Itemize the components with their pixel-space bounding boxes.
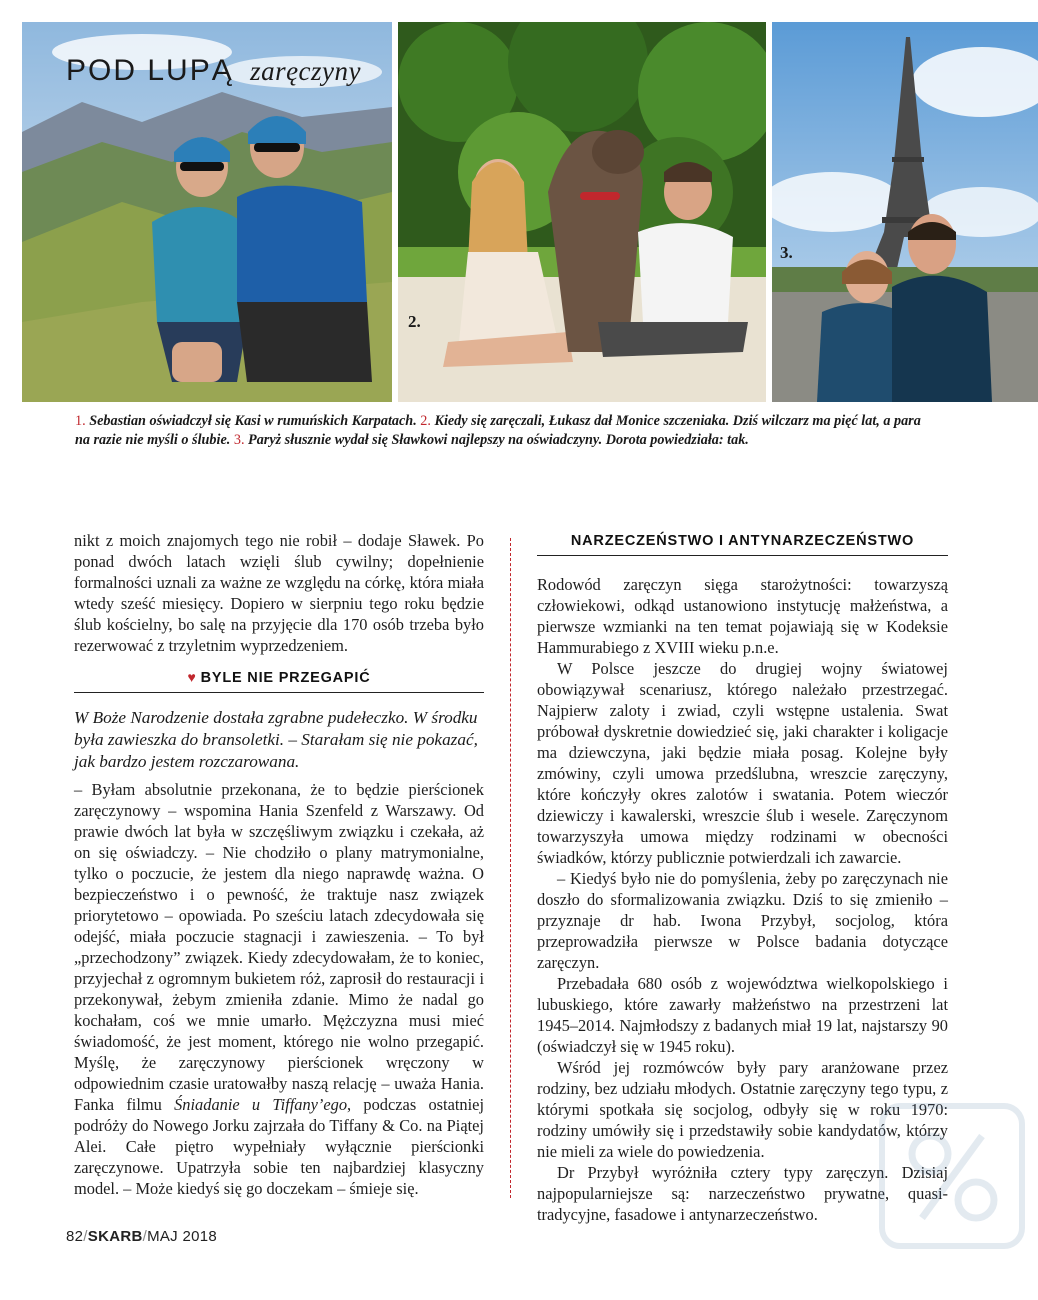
footer-separator: / — [83, 1228, 88, 1245]
issue-date: MAJ 2018 — [147, 1228, 218, 1245]
section-heading-text: BYLE NIE PRZEGAPIĆ — [200, 670, 371, 686]
photo-paris-couple — [772, 22, 1038, 402]
page-title — [66, 54, 361, 88]
right-paragraph-2: W Polsce jeszcze do drugiej wojny światowej obowiązywał scenariusz, którego należało przestrzegać. Najpierw zaloty i zwiad, czyli wstępne ustalenia. Swat próbował dyskretnie dowiedzieć się, jaki charakter i koligacje ma dziewczyna, jaki będzie miała posag. Kolejne były zmówiny, czyli umowa przedślubna, wreszcie zaręczyny, które kończyły okres zalotów i swatania. Potem wieczór dziewiczy i kawalerski, wreszcie ślub i wesele. Zaręczynom towarzyszyła umowa między rodzinami w obecności świadków, którzy publicznie potwierdzali ich zawarcie. — [537, 659, 948, 867]
photo-number-3: 3. — [780, 243, 793, 262]
caption-1-number: 1. — [75, 413, 86, 429]
caption-1-text: Sebastian oświadczył się Kasi w rumuńskich Karpatach. — [89, 413, 417, 429]
caption-2-number: 2. — [420, 413, 431, 429]
section-lead: W Boże Narodzenie dostała zgrabne pudełeczko. W środku była zawieszka do bransoletki. – Starałam się nie pokazać, jak bardzo jestem rozczarowana. — [74, 708, 478, 771]
article-left-column — [74, 530, 484, 1199]
page-footer — [66, 1228, 217, 1245]
percent-watermark-icon — [878, 1102, 1026, 1250]
photo-couple-with-dog — [398, 22, 766, 402]
left-intro-paragraph: nikt z moich znajomych tego nie robił – dodaje Sławek. Po ponad dwóch latach wzięli ślub cywilny; dopełnienie formalności uznali za ważne ze względu na córkę, która miała wtedy sześć miesięcy. Dopiero w sierpniu tego roku będzie ślub kościelny, bo salę na przyjęcie dla 170 osób trzeba było rezerwować z trzyletnim wyprzedzeniem. — [74, 531, 484, 655]
right-paragraph-3: – Kiedyś było nie do pomyślenia, żeby po zaręczynach nie doszło do sformalizowania związku. Dziś to się zmieniło – przyznaje dr hab. Iwona Przybył, socjolog, która przeprowadziła pierwsze w Polsce badania dotyczące zaręczyn. — [537, 869, 948, 972]
right-paragraph-6: Dr Przybył wyróżniła cztery typy zaręczyn. Dzisiaj najpopularniejsze są: narzeczeństwo prywatne, quasi-tradycyjne, fasadowe i antynarzeczeństwo. — [537, 1163, 948, 1224]
left-body-paragraph — [74, 779, 484, 1199]
section-heading-byle-nie-przegapic — [74, 667, 484, 693]
footer-separator: / — [142, 1228, 148, 1245]
column-divider — [510, 538, 511, 1198]
section-heading-narzeczenstwo: NARZECZEŃSTWO I ANTYNARZECZEŃSTWO — [537, 531, 948, 556]
page-number: 82 — [66, 1228, 84, 1245]
magazine-name: SKARB — [87, 1228, 143, 1245]
film-title: Śniadanie u Tiffany’ego — [174, 1095, 348, 1114]
right-paragraph-4: Przebadała 680 osób z województwa wielkopolskiego i lubuskiego, które zawarły małżeństwo na przestrzeni lat 1945–2014. Najmłodszy z badanych miał 19 lat, najstarszy 90 (oświadczył się w 1945 roku). — [537, 974, 948, 1056]
title-main: POD LUPĄ — [66, 54, 234, 87]
caption-2-text: Kiedy się zaręczali, Łukasz dał Monice szczeniaka. Dziś wilczarz ma pięć lat, a para na razie nie myśli o ślubie. — [75, 413, 921, 448]
photo-number-2: 2. — [408, 312, 421, 331]
left-body-part-b: , podczas ostatniej podróży do Nowego Jorku zajrzała do Tiffany & Co. na Piątej Alei. Całe piętro wypełniały wyłącznie pierścionki zaręczynowe. Upatrzyła sobie ten najbardziej klasyczny model. – Może kiedyś się go doczekam – śmieje się. — [74, 1095, 484, 1198]
caption-3-number: 3. — [233, 432, 245, 448]
left-body-part-a: – Byłam absolutnie przekonana, że to będzie pierścionek zaręczynowy – wspomina Hania Szenfeld z Warszawy. Od prawie dwóch lat była w szczęśliwym związku i czekała, aż on się oświadczy. – Nie chodziło o plany matrymonialne, tylko o poczucie, że jestem dla niego naprawdę ważna. O bezpieczeństwo i o pewność, że traktuje nasz związek priorytetowo – opowiada. Po sześciu latach zdecydowała się odejść, miała poczucie stagnacji i zawieszenia. – To był „przechodzony” związek. Kiedy zdecydowałam, że to koniec, przyjechał z ogromnym bukietem róż, zaprosił do restauracji i przekonywał, żebym zmieniła zdanie. Mimo że nadal go kochałam, coś we mnie umarło. Mężczyzna musi mieć świadomość, że jest moment, którego nie wolno przegapić. Myślę, że zaręczynowy pierścionek wręczony w odpowiednim czasie uratowałby naszą relację – uważa Hania. Fanka filmu — [74, 780, 484, 1114]
caption-3-text: Paryż słusznie wydał się Sławkowi najlepszy na oświadczyny. Dorota powiedziała: tak. — [248, 432, 749, 448]
right-paragraph-5: Wśród jej rozmówców były pary aranżowane przez rodziny, bez udziału młodych. Ostatnie zaręczyny tego typu, z którymi spotkała się socjolog, odbyły się w roku 1970: rodziny umówiły się i przedstawiły sobie kandydatów, którzy nie mieli za wiele do powiedzenia. — [537, 1058, 948, 1161]
right-paragraph-1: Rodowód zaręczyn sięga starożytności: towarzyszą człowiekowi, odkąd ustanowiono instytucję małżeństwa, a pierwsze wzmianki na ten temat pojawiają się w Kodeksie Hammurabiego z XVIII wieku p.n.e. — [537, 575, 948, 657]
heart-icon: ♥ — [187, 669, 197, 685]
photo-captions — [75, 412, 935, 450]
title-sub: zaręczyny — [250, 56, 362, 86]
